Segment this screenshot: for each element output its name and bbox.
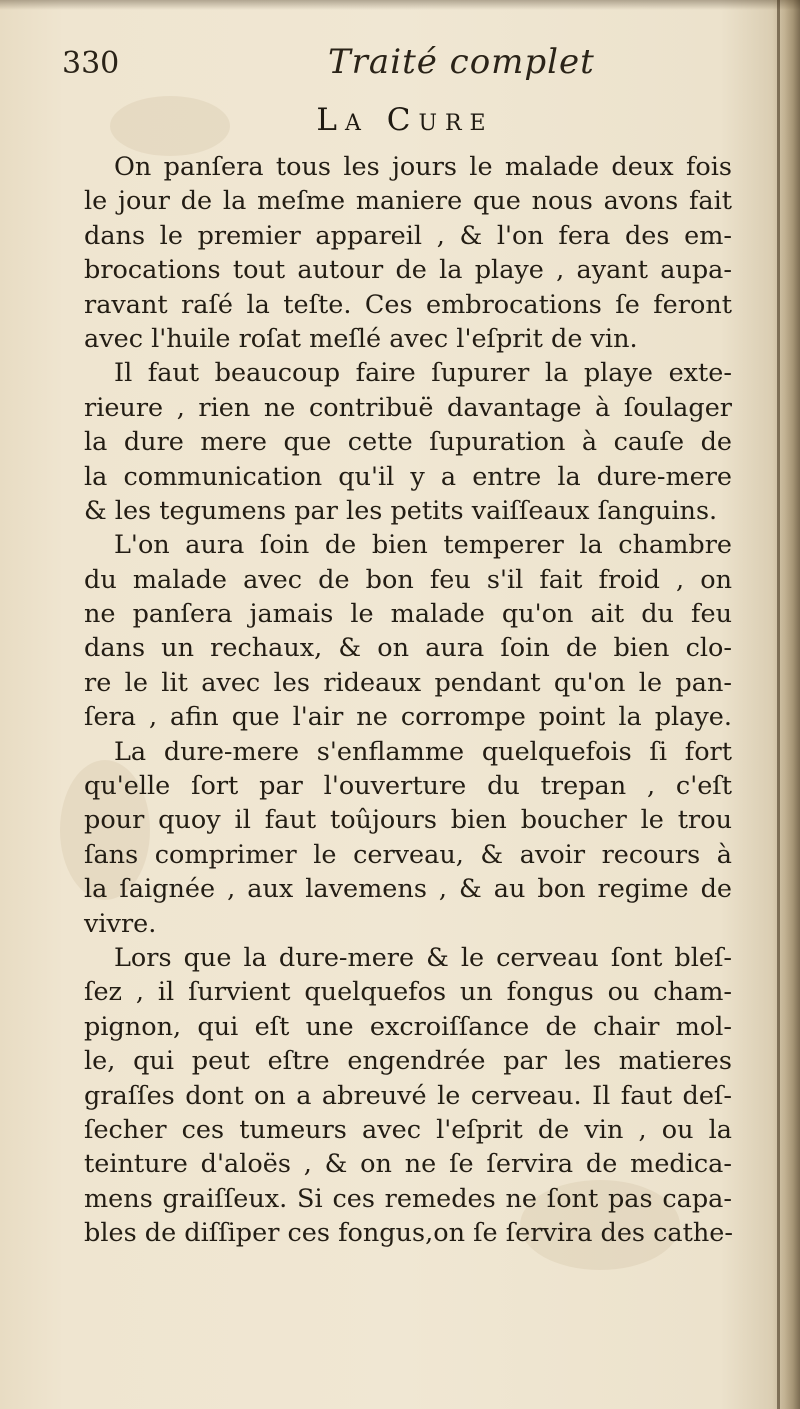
text-line: dans le premier appareil , & l'on fera des em-	[84, 220, 732, 251]
page-number: 330	[62, 46, 120, 81]
binding-edge	[777, 0, 780, 1409]
text-line: ravant raſé la teſte. Ces embrocations ſe feront	[84, 289, 732, 320]
text-line: le jour de la meſme maniere que nous avons fait	[84, 186, 732, 217]
text-line: Lors que la dure-mere & le cerveau ſont bleſ-	[114, 942, 732, 973]
text-line: brocations tout autour de la playe , ayant aupa-	[84, 255, 732, 286]
text-line: Il faut beaucoup faire ſupurer la playe exte-	[114, 358, 732, 389]
text-line: ſecher ces tumeurs avec l'eſprit de vin , ou la	[84, 1114, 732, 1145]
text-line: ſez , il ſurvient quelquefos un fongus ou cham-	[84, 977, 732, 1008]
text-line: vivre.	[84, 908, 157, 939]
text-line: On panſera tous les jours le malade deux fois	[114, 152, 732, 182]
text-line: L'on aura ſoin de bien temperer la chambre	[114, 530, 732, 561]
text-line: la dure mere que cette ſupuration à cauſe de	[84, 427, 732, 458]
text-line: graſſes dont on a abreuvé le cerveau. Il faut deſ-	[84, 1080, 732, 1111]
text-line: re le lit avec les rideaux pendant qu'on le pan-	[84, 667, 732, 698]
text-line: ſans comprimer le cerveau, & avoir recours à	[84, 839, 732, 870]
text-line: le, qui peut eſtre engendrée par les matieres	[84, 1046, 732, 1077]
text-line: qu'elle ſort par l'ouverture du trepan , c'eſt	[84, 771, 732, 802]
text-line: pignon, qui eſt une excroiſſance de chair mol-	[84, 1011, 732, 1042]
text-line: dans un rechaux, & on aura ſoin de bien clo-	[84, 633, 732, 664]
text-line: & les tegumens par les petits vaiſſeaux ſanguins.	[84, 495, 718, 526]
text-line: rieure , rien ne contribuë davantage à ſoulager	[84, 392, 732, 423]
text-line: pour quoy il faut toûjours bien boucher le trou	[84, 805, 732, 836]
text-line: la communication qu'il y a entre la dure-mere	[84, 461, 732, 492]
text-line: mens graiſſeux. Si ces remedes ne ſont pas capa-	[84, 1183, 732, 1214]
text-line: La dure-mere s'enflamme quelquefois ſi fort	[114, 736, 732, 767]
text-line: teinture d'aloës , & on ne ſe ſervira de medica-	[84, 1149, 732, 1180]
running-head	[60, 40, 720, 90]
section-heading: La Cure	[316, 102, 494, 138]
text-line: la ſaignée , aux lavemens , & au bon regime de	[84, 874, 732, 905]
text-line: bles de diſſiper ces fongus,on ſe ſervira des cathe-	[84, 1218, 733, 1249]
running-title: Traité complet	[328, 42, 595, 82]
text-line: du malade avec de bon feu s'il fait froid , on	[84, 564, 732, 595]
text-line: ſera , afin que l'air ne corrompe point la playe.	[84, 702, 732, 733]
body-text	[84, 150, 732, 1251]
page-top-edge	[0, 0, 800, 10]
text-line: avec l'huile roſat meſlé avec l'eſprit de vin.	[84, 323, 638, 354]
text-line: ne panſera jamais le malade qu'on ait du feu	[84, 599, 732, 630]
